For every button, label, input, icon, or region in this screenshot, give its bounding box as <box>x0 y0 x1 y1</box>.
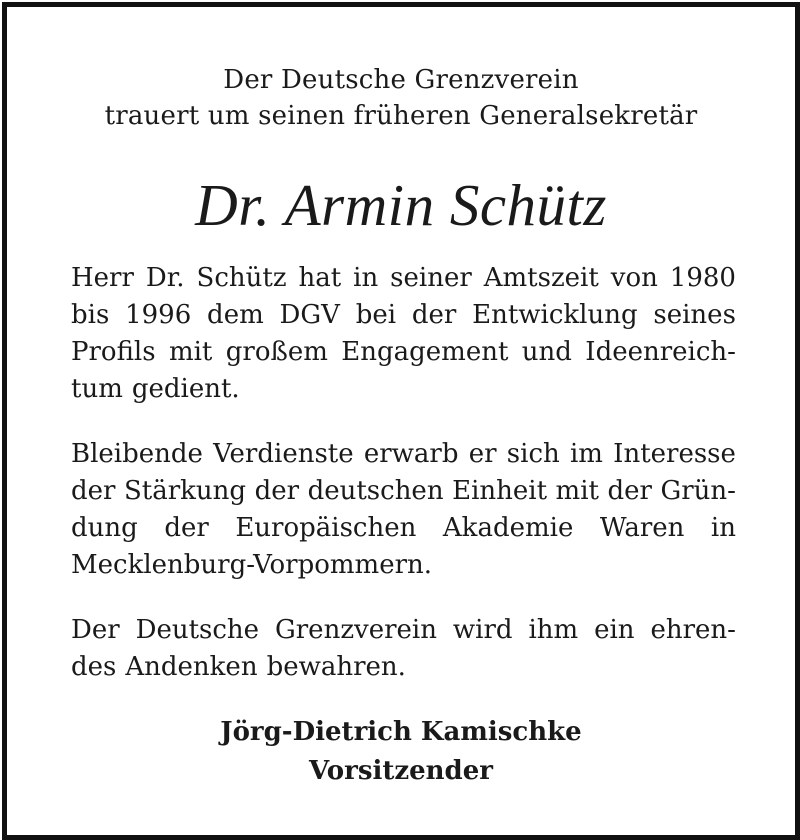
paragraph-merits <box>71 436 736 584</box>
word: Bleibende <box>71 439 203 469</box>
word: sich <box>506 439 560 469</box>
word: des <box>71 652 117 682</box>
word: Entwicklung <box>472 300 638 330</box>
signature-role: Vorsitzender <box>309 756 493 786</box>
word: von <box>610 263 658 293</box>
paragraph-line <box>71 334 736 371</box>
word: Waren <box>599 513 685 543</box>
word: Interesse <box>613 439 736 469</box>
signature-name: Jörg-Dietrich Kamischke <box>220 717 582 747</box>
paragraph-line <box>71 436 736 473</box>
word: Stärkung <box>123 476 247 506</box>
word: in <box>353 263 379 293</box>
word: ein <box>594 615 635 645</box>
word: der <box>164 513 209 543</box>
paragraph-line <box>71 260 736 297</box>
word: DGV <box>279 300 340 330</box>
word: Ideenreich- <box>585 337 736 367</box>
paragraph-line <box>71 612 736 649</box>
word: hat <box>298 263 342 293</box>
word: dung <box>71 513 138 543</box>
word: ehren- <box>650 615 736 645</box>
word: dem <box>207 300 264 330</box>
word: mit <box>168 337 213 367</box>
word: in <box>710 513 736 543</box>
paragraph-remembrance <box>71 612 736 686</box>
paragraph-line <box>71 649 736 686</box>
word: Einheit <box>452 476 548 506</box>
word: bewahren. <box>266 652 406 682</box>
intro-line-mourning: trauert um seinen früheren Generalsekretär <box>104 101 698 131</box>
paragraph-tenure <box>71 260 736 408</box>
word: ihm <box>528 615 579 645</box>
intro-line-organization: Der Deutsche Grenzverein <box>223 65 579 95</box>
paragraph-line <box>71 297 736 334</box>
word: Grün- <box>660 476 736 506</box>
word: deutschen <box>307 476 444 506</box>
word: bei <box>355 300 397 330</box>
word: 1996 <box>125 300 192 330</box>
word: seiner <box>390 263 472 293</box>
word: Profils <box>71 337 156 367</box>
paragraph-line <box>71 473 736 510</box>
word: Der <box>71 615 120 645</box>
word: Schütz <box>196 263 287 293</box>
notice-intro <box>7 62 795 134</box>
word: gedient. <box>131 374 240 404</box>
word: und <box>521 337 572 367</box>
word: 1980 <box>669 263 736 293</box>
word: Deutsche <box>135 615 260 645</box>
word: tum <box>71 374 123 404</box>
word: Akademie <box>442 513 574 543</box>
paragraph-line <box>71 547 736 584</box>
word: Herr <box>71 263 134 293</box>
word: erwarb <box>363 439 459 469</box>
word: Verdienste <box>213 439 354 469</box>
word: Europäischen <box>235 513 417 543</box>
word: der <box>254 476 300 506</box>
word: Engagement <box>341 337 509 367</box>
word: der <box>607 476 652 506</box>
paragraph-line <box>71 371 736 408</box>
word: er <box>468 439 497 469</box>
word: im <box>569 439 603 469</box>
word: Mecklenburg-Vorpommern. <box>71 550 433 580</box>
word: Dr. <box>145 263 185 293</box>
word: Amtszeit <box>483 263 599 293</box>
word: seines <box>653 300 736 330</box>
obituary-notice <box>7 7 795 835</box>
deceased-name: Dr. Armin Schütz <box>195 172 607 238</box>
word: der <box>71 476 116 506</box>
word: der <box>411 300 457 330</box>
word: wird <box>452 615 513 645</box>
signature-block <box>7 713 795 791</box>
word: Andenken <box>125 652 258 682</box>
word: großem <box>225 337 328 367</box>
word: Grenzverein <box>274 615 437 645</box>
obituary-notice-frame <box>2 2 800 840</box>
word: mit <box>555 476 599 506</box>
paragraph-line <box>71 510 736 547</box>
word: bis <box>71 300 110 330</box>
